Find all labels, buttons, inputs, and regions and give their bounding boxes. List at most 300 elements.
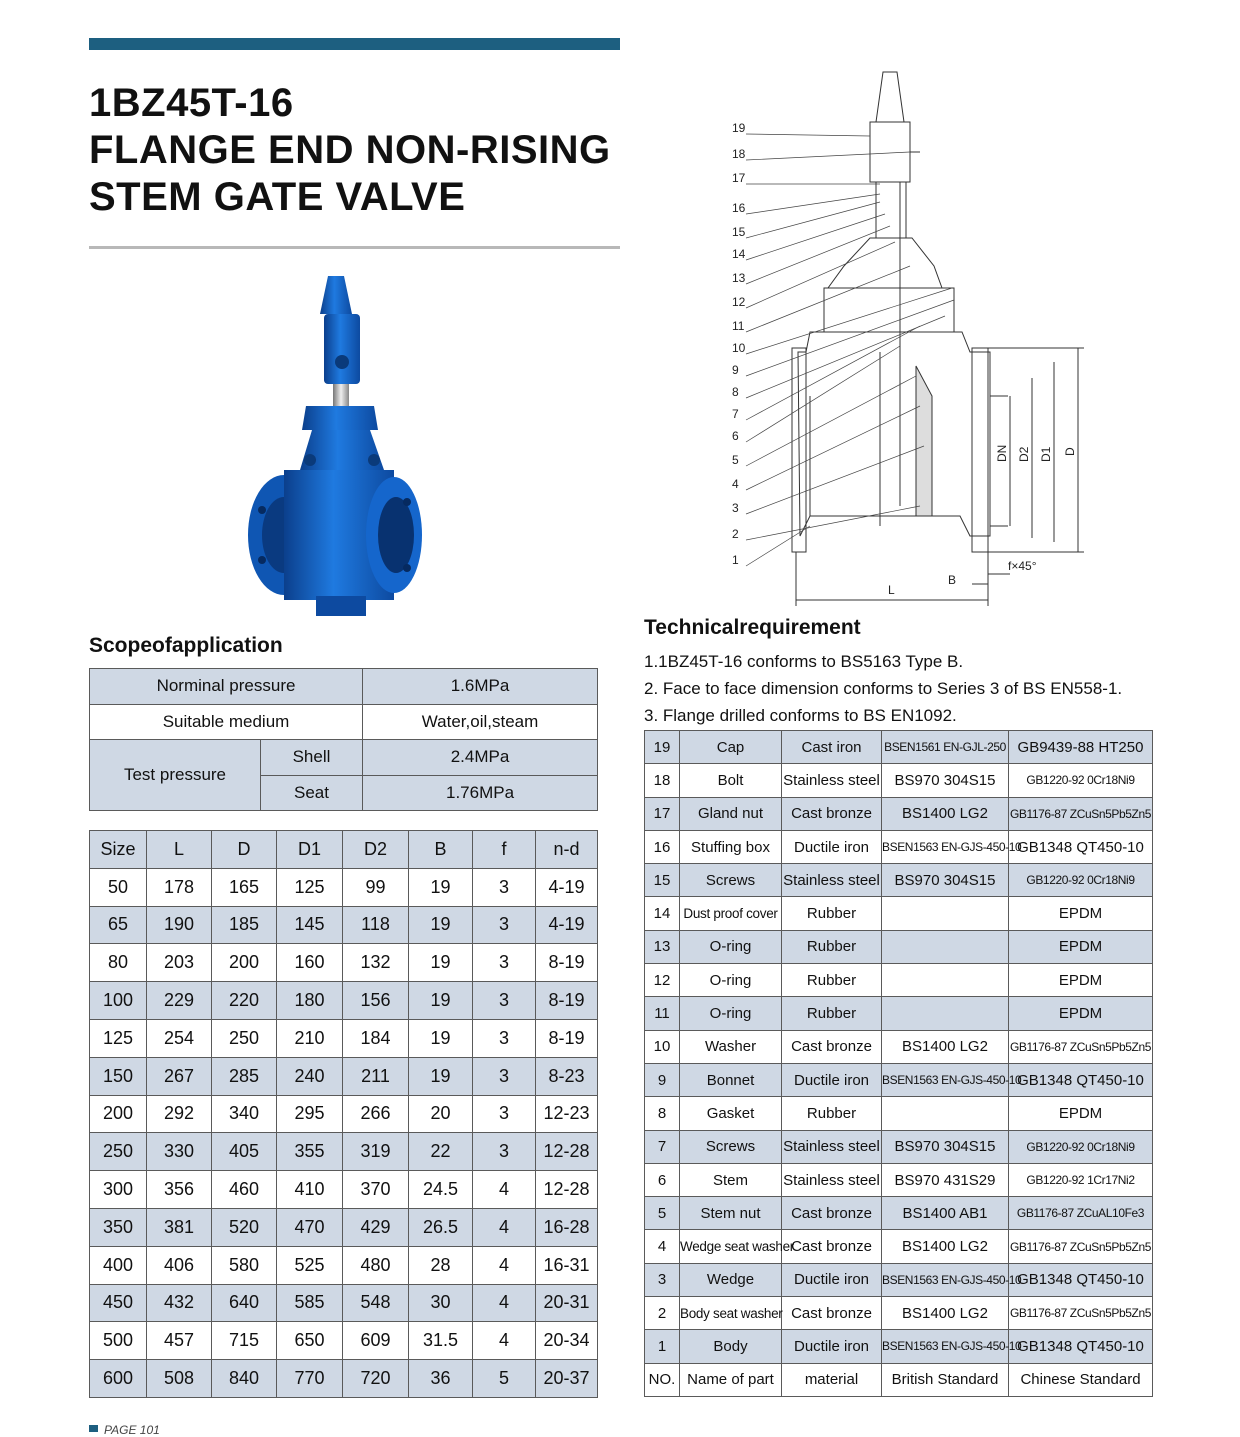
part-row	[645, 897, 1153, 930]
part-cell: Ductile iron	[782, 1263, 882, 1296]
part-cell: Body	[680, 1330, 782, 1363]
part-cell	[882, 964, 1009, 997]
part-cell: Gasket	[680, 1097, 782, 1130]
drawing-part-number: 4	[732, 477, 739, 491]
part-cell: Name of part	[680, 1363, 782, 1396]
part-cell	[882, 997, 1009, 1030]
top-accent-bar	[89, 38, 620, 50]
drawing-part-number: 15	[732, 225, 746, 239]
part-cell: EPDM	[1009, 897, 1153, 930]
dimension-cell: 19	[409, 906, 473, 944]
dimension-cell: 254	[147, 1019, 212, 1057]
dimension-cell: 715	[212, 1322, 277, 1360]
drawing-part-number: 16	[732, 201, 746, 215]
part-row	[645, 1063, 1153, 1096]
dimension-header-cell: f	[473, 831, 536, 869]
dimension-cell: 292	[147, 1095, 212, 1133]
part-cell: Cap	[680, 731, 782, 764]
dim-d-label: D	[1063, 447, 1077, 456]
part-cell: Cast bronze	[782, 797, 882, 830]
scope-row	[90, 740, 598, 776]
part-cell: GB1176-87 ZCuSn5Pb5Zn5	[1009, 1030, 1153, 1063]
part-cell: BSEN1563 EN-GJS-450-10	[882, 1063, 1009, 1096]
dimension-cell: 200	[212, 944, 277, 982]
part-cell: 14	[645, 897, 680, 930]
part-cell: Washer	[680, 1030, 782, 1063]
part-cell: Cast bronze	[782, 1297, 882, 1330]
dimension-cell: 20-31	[536, 1284, 598, 1322]
dimension-cell: 480	[343, 1246, 409, 1284]
dimension-table	[89, 830, 598, 1398]
part-cell: BSEN1561 EN-GJL-250	[882, 731, 1009, 764]
drawing-part-number: 14	[732, 247, 746, 261]
dimension-cell: 720	[343, 1360, 409, 1398]
dimension-cell: 470	[277, 1208, 343, 1246]
requirement-item: 3. Flange drilled conforms to BS EN1092.	[644, 706, 957, 725]
dimension-cell: 3	[473, 868, 536, 906]
dimension-row	[90, 944, 598, 982]
seat-label: Seat	[261, 775, 363, 811]
drawing-part-number: 11	[732, 319, 745, 333]
part-cell: O-ring	[680, 930, 782, 963]
part-cell	[882, 897, 1009, 930]
dimension-cell: 8-23	[536, 1057, 598, 1095]
drawing-part-number: 13	[732, 271, 746, 285]
dimension-cell: 4-19	[536, 906, 598, 944]
dimension-cell: 125	[90, 1019, 147, 1057]
part-cell: GB1176-87 ZCuAL10Fe3	[1009, 1197, 1153, 1230]
requirement-item: 1.1BZ45T-16 conforms to BS5163 Type B.	[644, 652, 964, 671]
dim-f45-label: f×45°	[1008, 559, 1037, 573]
dimension-cell: 50	[90, 868, 147, 906]
dimension-cell: 3	[473, 1095, 536, 1133]
dimension-row	[90, 1246, 598, 1284]
drawing-part-number: 19	[732, 121, 746, 135]
part-cell: 12	[645, 964, 680, 997]
dimension-cell: 100	[90, 982, 147, 1020]
part-cell: Bolt	[680, 764, 782, 797]
shell-value: 2.4MPa	[363, 740, 598, 776]
dimension-cell: 508	[147, 1360, 212, 1398]
dimension-cell: 3	[473, 1019, 536, 1057]
part-cell: Cast bronze	[782, 1230, 882, 1263]
part-cell: GB1220-92 0Cr18Ni9	[1009, 864, 1153, 897]
drawing-part-number: 18	[732, 147, 746, 161]
dimension-cell: 548	[343, 1284, 409, 1322]
part-cell: EPDM	[1009, 1097, 1153, 1130]
dimension-cell: 8-19	[536, 982, 598, 1020]
dimension-cell: 3	[473, 982, 536, 1020]
dim-l-label: L	[888, 583, 895, 597]
part-cell: BS1400 LG2	[882, 797, 1009, 830]
dimension-header-cell: D	[212, 831, 277, 869]
part-row	[645, 1030, 1153, 1063]
dimension-cell: 405	[212, 1133, 277, 1171]
dimension-cell: 99	[343, 868, 409, 906]
dimension-row	[90, 1019, 598, 1057]
dimension-cell: 350	[90, 1208, 147, 1246]
shell-label: Shell	[261, 740, 363, 776]
part-cell: O-ring	[680, 964, 782, 997]
medium-value: Water,oil,steam	[363, 704, 598, 740]
dimension-header-cell: n-d	[536, 831, 598, 869]
part-cell: British Standard	[882, 1363, 1009, 1396]
dimension-cell: 450	[90, 1284, 147, 1322]
part-row	[645, 1297, 1153, 1330]
dimension-cell: 210	[277, 1019, 343, 1057]
dimension-cell: 3	[473, 906, 536, 944]
dimension-cell: 16-31	[536, 1246, 598, 1284]
dimension-cell: 319	[343, 1133, 409, 1171]
drawing-part-number: 2	[732, 527, 739, 541]
dimension-cell: 19	[409, 1019, 473, 1057]
part-row	[645, 1130, 1153, 1163]
dim-b-label: B	[948, 573, 957, 587]
part-cell: BSEN1563 EN-GJS-450-10	[882, 1263, 1009, 1296]
dimension-cell: 400	[90, 1246, 147, 1284]
part-row	[645, 731, 1153, 764]
part-cell: Cast bronze	[782, 1030, 882, 1063]
dimension-cell: 36	[409, 1360, 473, 1398]
dimension-cell: 118	[343, 906, 409, 944]
dimension-cell: 150	[90, 1057, 147, 1095]
dimension-row	[90, 1322, 598, 1360]
part-cell: GB1348 QT450-10	[1009, 1063, 1153, 1096]
dimension-cell: 80	[90, 944, 147, 982]
part-cell: GB1176-87 ZCuSn5Pb5Zn5	[1009, 1297, 1153, 1330]
part-row	[645, 1163, 1153, 1196]
dimension-cell: 840	[212, 1360, 277, 1398]
part-row	[645, 864, 1153, 897]
drawing-part-number: 7	[732, 407, 739, 421]
part-cell: Rubber	[782, 997, 882, 1030]
scope-section-title: Scopeofapplication	[89, 634, 283, 657]
part-cell: 13	[645, 930, 680, 963]
dimension-cell: 220	[212, 982, 277, 1020]
dim-d2-label: D2	[1017, 446, 1031, 462]
part-cell: BS970 431S29	[882, 1163, 1009, 1196]
dimension-cell: 295	[277, 1095, 343, 1133]
part-cell: Cast iron	[782, 731, 882, 764]
dimension-cell: 19	[409, 1057, 473, 1095]
drawing-part-number: 10	[732, 341, 746, 355]
dimension-cell: 8-19	[536, 944, 598, 982]
dimension-cell: 12-28	[536, 1133, 598, 1171]
dimension-cell: 410	[277, 1171, 343, 1209]
dimension-cell: 3	[473, 944, 536, 982]
part-cell: 2	[645, 1297, 680, 1330]
part-row	[645, 764, 1153, 797]
page-footer: PAGE 101	[104, 1423, 160, 1437]
dimension-cell: 520	[212, 1208, 277, 1246]
part-cell: Stuffing box	[680, 830, 782, 863]
footer-accent-mark	[89, 1425, 98, 1432]
part-row	[645, 1363, 1153, 1396]
dimension-header-cell: D2	[343, 831, 409, 869]
dimension-cell: 4	[473, 1246, 536, 1284]
valve-product-photo	[244, 270, 419, 620]
dim-d1-label: D1	[1039, 446, 1053, 462]
part-cell: Wedge seat washer	[680, 1230, 782, 1263]
dimension-cell: 184	[343, 1019, 409, 1057]
part-cell: Ductile iron	[782, 830, 882, 863]
dimension-cell: 650	[277, 1322, 343, 1360]
part-cell: BS1400 LG2	[882, 1230, 1009, 1263]
dimension-cell: 330	[147, 1133, 212, 1171]
dimension-cell: 3	[473, 1057, 536, 1095]
part-cell: EPDM	[1009, 964, 1153, 997]
dimension-cell: 250	[212, 1019, 277, 1057]
part-cell: GB1220-92 1Cr17Ni2	[1009, 1163, 1153, 1196]
part-cell: GB1348 QT450-10	[1009, 1263, 1153, 1296]
dimension-cell: 355	[277, 1133, 343, 1171]
dimension-cell: 24.5	[409, 1171, 473, 1209]
dimension-cell: 125	[277, 868, 343, 906]
dimension-row	[90, 1133, 598, 1171]
dimension-cell: 178	[147, 868, 212, 906]
part-cell: material	[782, 1363, 882, 1396]
part-cell: Dust proof cover	[680, 897, 782, 930]
scope-table	[89, 668, 598, 811]
part-cell: 8	[645, 1097, 680, 1130]
dimension-cell: 19	[409, 982, 473, 1020]
part-cell: 16	[645, 830, 680, 863]
part-cell	[882, 1097, 1009, 1130]
drawing-part-number: 1	[732, 553, 739, 567]
part-cell: 19	[645, 731, 680, 764]
dimension-cell: 211	[343, 1057, 409, 1095]
dimension-cell: 4-19	[536, 868, 598, 906]
part-cell: Rubber	[782, 1097, 882, 1130]
dimension-header-cell: D1	[277, 831, 343, 869]
part-cell: GB1220-92 0Cr18Ni9	[1009, 1130, 1153, 1163]
part-cell: BS1400 LG2	[882, 1030, 1009, 1063]
dim-dn-label: DN	[995, 444, 1009, 462]
dimension-cell: 4	[473, 1284, 536, 1322]
part-cell: Stainless steel	[782, 1163, 882, 1196]
dimension-cell: 300	[90, 1171, 147, 1209]
dimension-header-cell: B	[409, 831, 473, 869]
part-cell: GB1220-92 0Cr18Ni9	[1009, 764, 1153, 797]
part-cell: Gland nut	[680, 797, 782, 830]
part-cell: GB1176-87 ZCuSn5Pb5Zn5	[1009, 797, 1153, 830]
dimension-cell: 609	[343, 1322, 409, 1360]
part-cell: Chinese Standard	[1009, 1363, 1153, 1396]
part-cell: Cast bronze	[782, 1197, 882, 1230]
dimension-cell: 3	[473, 1133, 536, 1171]
valve-section-drawing	[720, 66, 1100, 612]
title-line-2: FLANGE END NON-RISING	[89, 128, 611, 172]
dimension-cell: 585	[277, 1284, 343, 1322]
dimension-cell: 356	[147, 1171, 212, 1209]
part-cell: 17	[645, 797, 680, 830]
title-line-1: 1BZ45T-16	[89, 81, 294, 125]
part-cell: GB1348 QT450-10	[1009, 1330, 1153, 1363]
dimension-cell: 240	[277, 1057, 343, 1095]
part-row	[645, 964, 1153, 997]
part-cell: 11	[645, 997, 680, 1030]
dimension-row	[90, 1284, 598, 1322]
dimension-cell: 132	[343, 944, 409, 982]
page-title	[89, 80, 649, 221]
scope-row	[90, 669, 598, 705]
dimension-cell: 285	[212, 1057, 277, 1095]
part-cell: Screws	[680, 1130, 782, 1163]
nominal-pressure-label: Norminal pressure	[90, 669, 363, 705]
drawing-part-number: 9	[732, 363, 739, 377]
dimension-cell: 28	[409, 1246, 473, 1284]
dimension-cell: 19	[409, 944, 473, 982]
dimension-cell: 165	[212, 868, 277, 906]
title-divider	[89, 246, 620, 249]
part-cell: EPDM	[1009, 997, 1153, 1030]
part-cell: BS1400 AB1	[882, 1197, 1009, 1230]
drawing-part-number: 5	[732, 453, 739, 467]
dimension-cell: 770	[277, 1360, 343, 1398]
part-cell: 18	[645, 764, 680, 797]
dimension-cell: 180	[277, 982, 343, 1020]
dimension-row	[90, 982, 598, 1020]
part-cell: BSEN1563 EN-GJS-450-10	[882, 830, 1009, 863]
part-cell: BS970 304S15	[882, 1130, 1009, 1163]
part-cell: Rubber	[782, 930, 882, 963]
dimension-cell: 525	[277, 1246, 343, 1284]
dimension-cell: 65	[90, 906, 147, 944]
dimension-cell: 160	[277, 944, 343, 982]
dimension-cell: 185	[212, 906, 277, 944]
part-cell: 5	[645, 1197, 680, 1230]
drawing-part-number: 8	[732, 385, 739, 399]
requirement-item: 2. Face to face dimension conforms to Series 3 of BS EN558-1.	[644, 679, 1123, 698]
drawing-part-number: 17	[732, 171, 746, 185]
part-cell: Ductile iron	[782, 1330, 882, 1363]
technical-requirements-list	[644, 648, 1122, 729]
part-row	[645, 1197, 1153, 1230]
part-cell: 15	[645, 864, 680, 897]
part-cell: GB9439-88 HT250	[1009, 731, 1153, 764]
dimension-cell: 156	[343, 982, 409, 1020]
part-cell: 6	[645, 1163, 680, 1196]
part-cell: GB1348 QT450-10	[1009, 830, 1153, 863]
part-row	[645, 930, 1153, 963]
dimension-cell: 267	[147, 1057, 212, 1095]
part-cell: 10	[645, 1030, 680, 1063]
part-row	[645, 830, 1153, 863]
part-cell: 1	[645, 1330, 680, 1363]
dimension-cell: 4	[473, 1208, 536, 1246]
dimension-cell: 500	[90, 1322, 147, 1360]
part-row	[645, 797, 1153, 830]
dimension-cell: 600	[90, 1360, 147, 1398]
dimension-row	[90, 868, 598, 906]
part-cell: Rubber	[782, 964, 882, 997]
nominal-pressure-value: 1.6MPa	[363, 669, 598, 705]
part-cell: 7	[645, 1130, 680, 1163]
part-cell: Rubber	[782, 897, 882, 930]
dimension-cell: 145	[277, 906, 343, 944]
dimension-row	[90, 1057, 598, 1095]
dimension-cell: 12-23	[536, 1095, 598, 1133]
dimension-cell: 30	[409, 1284, 473, 1322]
dimension-cell: 203	[147, 944, 212, 982]
dimension-cell: 460	[212, 1171, 277, 1209]
part-cell: GB1176-87 ZCuSn5Pb5Zn5	[1009, 1230, 1153, 1263]
drawing-part-number: 12	[732, 295, 746, 309]
dimension-cell: 190	[147, 906, 212, 944]
drawing-part-number: 3	[732, 501, 739, 515]
dimension-cell: 429	[343, 1208, 409, 1246]
dimension-row	[90, 906, 598, 944]
dimension-cell: 457	[147, 1322, 212, 1360]
dimension-header-cell: Size	[90, 831, 147, 869]
dimension-header-row	[90, 831, 598, 869]
dimension-cell: 31.5	[409, 1322, 473, 1360]
scope-row	[90, 704, 598, 740]
part-row	[645, 1230, 1153, 1263]
part-cell: Body seat washer	[680, 1297, 782, 1330]
dimension-cell: 406	[147, 1246, 212, 1284]
dimension-cell: 200	[90, 1095, 147, 1133]
dimension-cell: 250	[90, 1133, 147, 1171]
dimension-cell: 20-37	[536, 1360, 598, 1398]
dimension-cell: 20-34	[536, 1322, 598, 1360]
dimension-cell: 16-28	[536, 1208, 598, 1246]
part-cell: Wedge	[680, 1263, 782, 1296]
part-cell: Bonnet	[680, 1063, 782, 1096]
dimension-cell: 340	[212, 1095, 277, 1133]
dimension-row	[90, 1208, 598, 1246]
part-cell: Stem	[680, 1163, 782, 1196]
part-cell: 4	[645, 1230, 680, 1263]
test-pressure-label: Test pressure	[90, 740, 261, 811]
part-cell: BS1400 LG2	[882, 1297, 1009, 1330]
dimension-row	[90, 1360, 598, 1398]
dimension-cell: 22	[409, 1133, 473, 1171]
dimension-cell: 381	[147, 1208, 212, 1246]
dimension-cell: 370	[343, 1171, 409, 1209]
dimension-cell: 432	[147, 1284, 212, 1322]
dimension-row	[90, 1095, 598, 1133]
dimension-cell: 19	[409, 868, 473, 906]
dimension-cell: 640	[212, 1284, 277, 1322]
part-row	[645, 997, 1153, 1030]
part-cell: Ductile iron	[782, 1063, 882, 1096]
part-cell: O-ring	[680, 997, 782, 1030]
dimension-row	[90, 1171, 598, 1209]
dimension-cell: 266	[343, 1095, 409, 1133]
drawing-part-number: 6	[732, 429, 739, 443]
part-cell: 9	[645, 1063, 680, 1096]
seat-value: 1.76MPa	[363, 775, 598, 811]
dimension-cell: 8-19	[536, 1019, 598, 1057]
dimension-cell: 5	[473, 1360, 536, 1398]
title-line-3: STEM GATE VALVE	[89, 175, 466, 219]
part-cell: BS970 304S15	[882, 764, 1009, 797]
dimension-cell: 26.5	[409, 1208, 473, 1246]
part-cell: EPDM	[1009, 930, 1153, 963]
part-cell: Screws	[680, 864, 782, 897]
dimension-cell: 229	[147, 982, 212, 1020]
dimension-cell: 4	[473, 1171, 536, 1209]
technical-section-title: Technicalrequirement	[644, 616, 861, 639]
part-cell: Stainless steel	[782, 764, 882, 797]
dimension-cell: 4	[473, 1322, 536, 1360]
part-cell: Stainless steel	[782, 864, 882, 897]
part-cell: 3	[645, 1263, 680, 1296]
part-cell: BSEN1563 EN-GJS-450-10	[882, 1330, 1009, 1363]
dimension-header-cell: L	[147, 831, 212, 869]
part-row	[645, 1330, 1153, 1363]
